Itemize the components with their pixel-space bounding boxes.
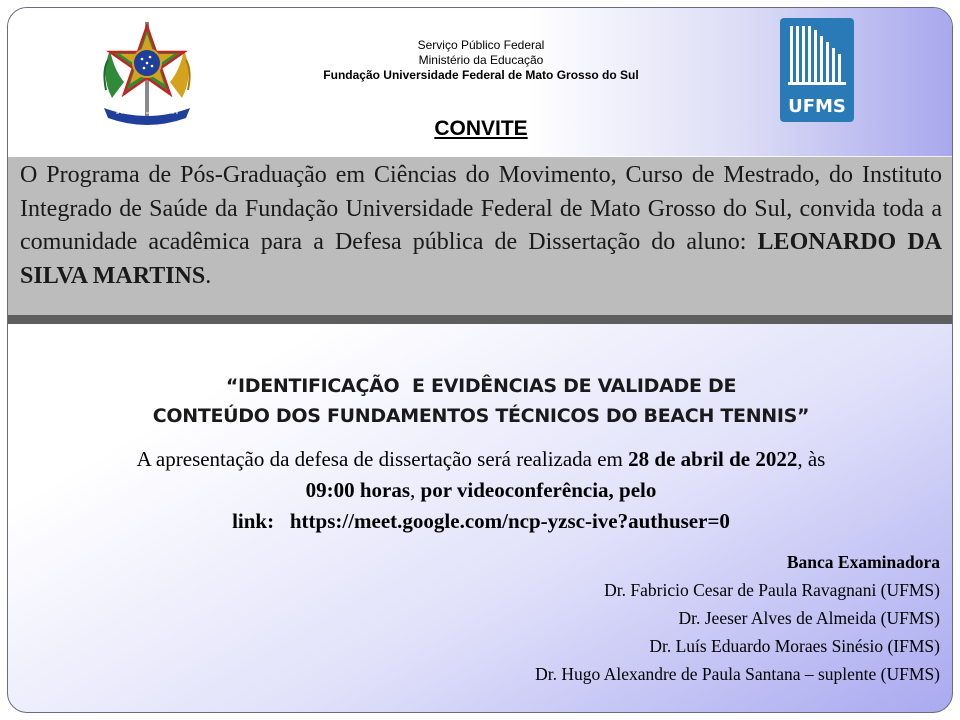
header: [8, 8, 952, 156]
defense-mode: por videoconferência, pelo: [420, 478, 657, 502]
board-member: Dr. Jeeser Alves de Almeida (UFMS): [678, 608, 940, 628]
intro-end: .: [205, 262, 212, 289]
invitation-slide: [7, 7, 953, 713]
intro-paragraph: [20, 159, 942, 293]
time-sep: ,: [410, 478, 421, 502]
intro-band: [8, 157, 953, 315]
title-line-1: “IDENTIFICAÇÃO E EVIDÊNCIAS DE VALIDADE DE: [225, 375, 737, 397]
title-line-2: CONTEÚDO DOS FUNDAMENTOS TÉCNICOS DO BEACH TENNIS”: [152, 405, 810, 427]
service-line: Serviço Público Federal: [417, 38, 545, 52]
brazil-coat-of-arms-icon: [94, 20, 200, 128]
ufms-logo-icon: [780, 18, 854, 122]
divider-strip: [8, 315, 953, 324]
institution-block: [238, 38, 724, 83]
dissertation-title: [8, 371, 953, 431]
board-member: Dr. Fabricio Cesar de Paula Ravagnani (UFMS): [604, 580, 940, 600]
board-member: Dr. Luís Eduardo Moraes Sinésio (IFMS): [649, 636, 940, 656]
student-name: LEONARDO DA SILVA MARTINS: [20, 229, 943, 289]
board-heading: Banca Examinadora: [786, 552, 940, 572]
board-member: Dr. Hugo Alexandre de Paula Santana – suplente (UFMS): [535, 664, 940, 684]
after-date: , às: [797, 447, 826, 471]
defense-time: 09:00 horas: [305, 478, 411, 502]
meeting-link[interactable]: https://meet.google.com/ncp-yzsc-ive?authuser=0: [289, 509, 730, 533]
presentation-info: [8, 444, 953, 537]
link-label: link:: [232, 509, 275, 533]
ufms-logo-text: UFMS: [788, 96, 846, 117]
intro-text: O Programa de Pós-Graduação em Ciências do Movimento, Curso de Mestrado, do Instituto Integrado de Saúde da Fundação Universidade Federal de Mato Grosso do Sul, convida toda a comunidade acadêmica para a Defesa pública de Dissertação do aluno:: [20, 162, 942, 255]
examining-board: [380, 548, 940, 688]
ministry-line: Ministério da Educação: [418, 53, 544, 67]
university-line: Fundação Universidade Federal de Mato Grosso do Sul: [323, 68, 639, 82]
defense-date: 28 de abril de 2022: [628, 447, 798, 471]
convite-heading: CONVITE: [434, 117, 528, 140]
presentation-prefix: A apresentação da defesa de dissertação será realizada em: [136, 447, 629, 471]
